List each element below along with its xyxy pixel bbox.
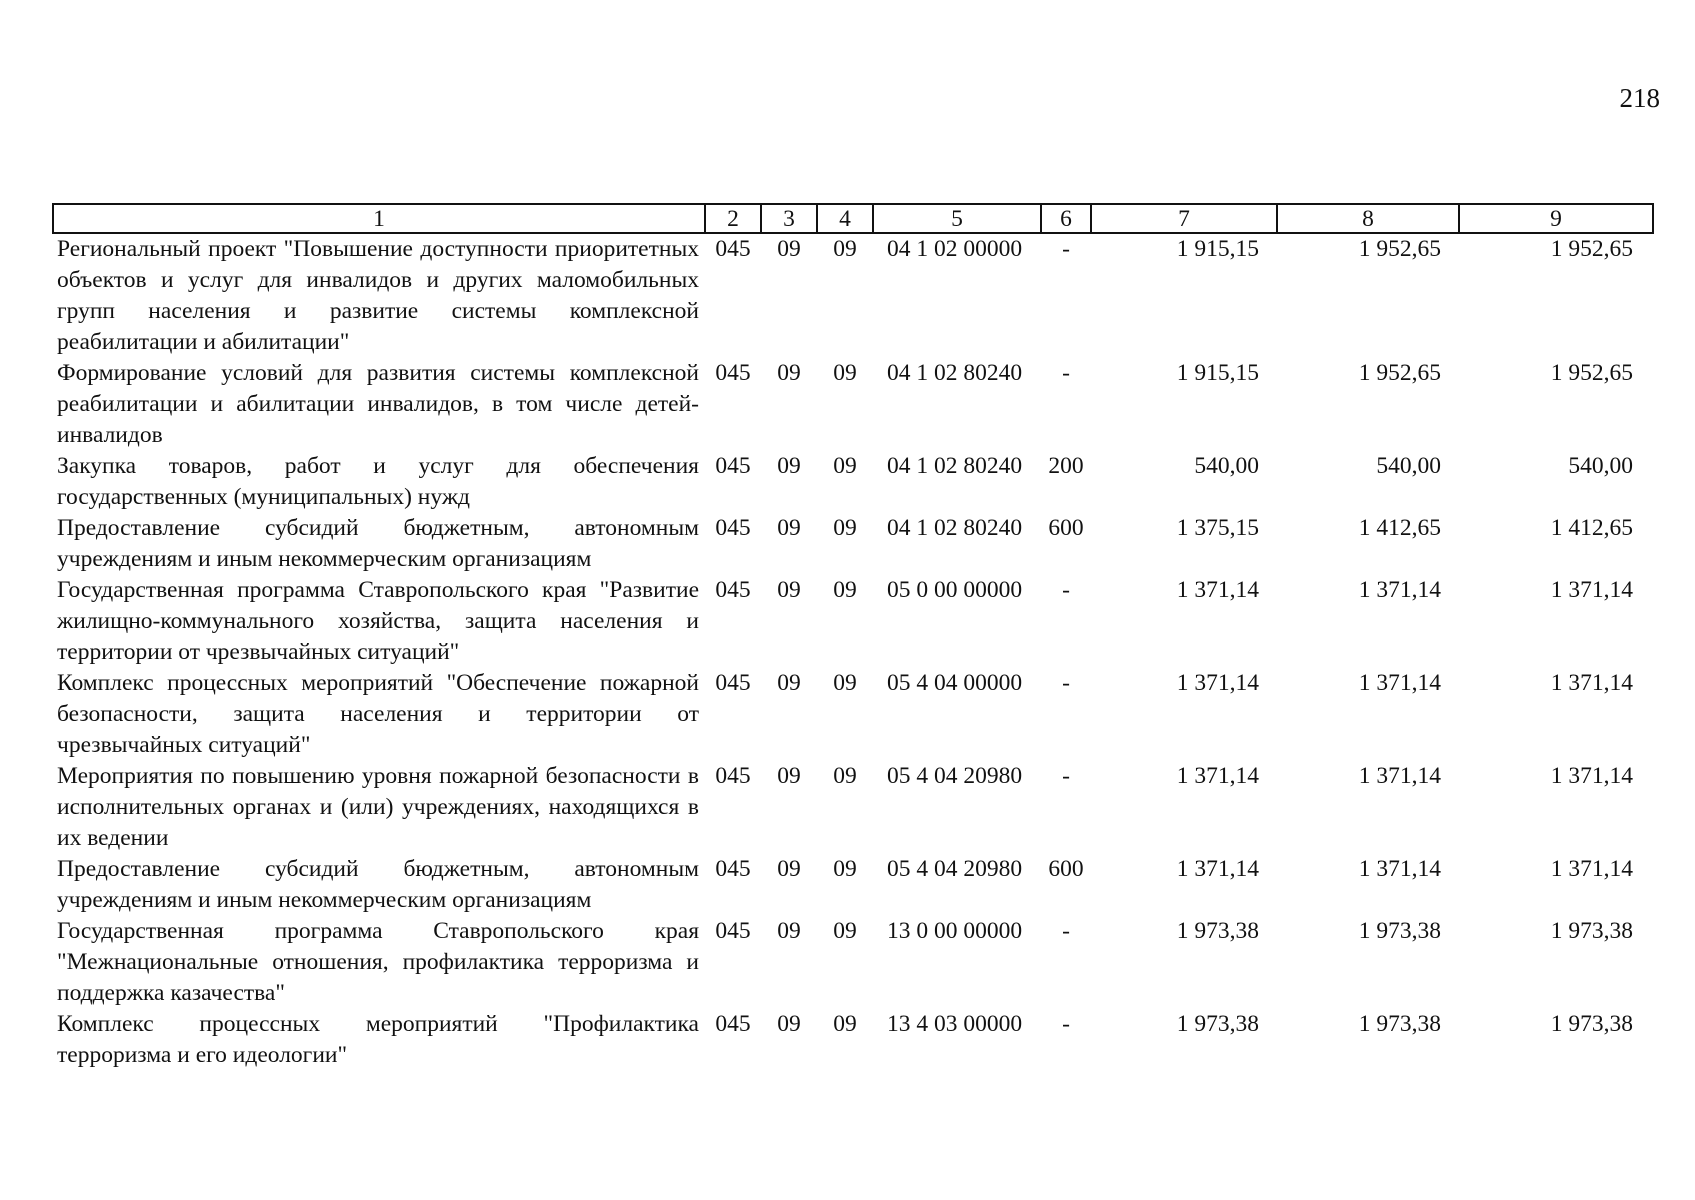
row-name: Комплекс процессных мероприятий "Обеспечение пожарной безопасности, защита населения и территории от чрезвычайных ситуаций" (57, 670, 699, 758)
table-row (53, 513, 1653, 575)
row-csr: 04 1 02 80240 (887, 360, 1023, 386)
row-gr: 045 (715, 856, 751, 882)
row-sum-1: 1 375,15 (1176, 515, 1259, 541)
row-sum-2: 1 973,38 (1358, 1011, 1441, 1037)
row-name: Предоставление субсидий бюджетным, автономным учреждениям и иным некоммерческим организациям (57, 515, 699, 572)
row-sum-2: 540,00 (1376, 453, 1441, 479)
header-col-3: 3 (761, 204, 817, 233)
table-row (53, 451, 1653, 513)
row-rz: 09 (777, 515, 801, 541)
header-col-6: 6 (1041, 204, 1091, 233)
row-sum-2: 1 412,65 (1358, 515, 1441, 541)
row-pr: 09 (833, 360, 857, 386)
page-number: 218 (1619, 83, 1660, 113)
row-pr: 09 (833, 763, 857, 789)
row-sum-3: 1 371,14 (1550, 670, 1633, 696)
row-sum-2: 1 371,14 (1358, 577, 1441, 603)
table-row (53, 854, 1653, 916)
row-sum-1: 1 371,14 (1176, 670, 1259, 696)
header-col-4: 4 (817, 204, 873, 233)
header-col-5: 5 (873, 204, 1041, 233)
row-pr: 09 (833, 577, 857, 603)
row-name: Комплекс процессных мероприятий "Профилактика терроризма и его идеологии" (57, 1011, 699, 1068)
row-sum-3: 1 952,65 (1550, 360, 1633, 386)
row-name: Государственная программа Ставропольского края "Развитие жилищно-коммунального хозяйства, защита населения и территории от чрезвычайных ситуаций" (57, 577, 699, 665)
row-sum-2: 1 371,14 (1358, 856, 1441, 882)
row-pr: 09 (833, 1011, 857, 1037)
header-col-8: 8 (1277, 204, 1459, 233)
row-gr: 045 (715, 763, 751, 789)
row-sum-1: 1 371,14 (1176, 856, 1259, 882)
row-rz: 09 (777, 577, 801, 603)
row-csr: 05 4 04 20980 (887, 856, 1023, 882)
row-sum-2: 1 371,14 (1358, 763, 1441, 789)
header-col-7: 7 (1091, 204, 1277, 233)
row-name: Региональный проект "Повышение доступности приоритетных объектов и услуг для инвалидов и других маломобильных групп населения и развитие системы комплексной реабилитации и абилитации" (57, 236, 699, 355)
row-gr: 045 (715, 670, 751, 696)
row-vr: - (1062, 1011, 1070, 1037)
row-name: Формирование условий для развития системы комплексной реабилитации и абилитации инвалидов, в том числе детей-инвалидов (57, 360, 699, 448)
row-sum-3: 1 371,14 (1550, 763, 1633, 789)
header-col-2: 2 (705, 204, 761, 233)
table-row (53, 233, 1653, 358)
row-pr: 09 (833, 670, 857, 696)
row-pr: 09 (833, 453, 857, 479)
row-sum-3: 1 973,38 (1550, 918, 1633, 944)
table-row (53, 575, 1653, 668)
table-row (53, 358, 1653, 451)
row-rz: 09 (777, 763, 801, 789)
row-gr: 045 (715, 453, 751, 479)
row-rz: 09 (777, 236, 801, 262)
row-vr: - (1062, 236, 1070, 262)
row-name: Закупка товаров, работ и услуг для обеспечения государственных (муниципальных) нужд (57, 453, 699, 510)
row-sum-2: 1 952,65 (1358, 360, 1441, 386)
row-sum-1: 1 915,15 (1176, 360, 1259, 386)
row-rz: 09 (777, 856, 801, 882)
row-sum-3: 1 973,38 (1550, 1011, 1633, 1037)
row-rz: 09 (777, 1011, 801, 1037)
row-vr: - (1062, 360, 1070, 386)
table-row (53, 761, 1653, 854)
header-col-9: 9 (1459, 204, 1653, 233)
table-body (53, 233, 1653, 1071)
row-vr: - (1062, 670, 1070, 696)
row-csr: 05 4 04 00000 (887, 670, 1023, 696)
header-row (53, 204, 1653, 233)
row-name: Мероприятия по повышению уровня пожарной безопасности в исполнительных органах и (или) учреждениях, находящихся в их ведении (57, 763, 699, 851)
row-pr: 09 (833, 856, 857, 882)
row-pr: 09 (833, 236, 857, 262)
row-sum-3: 1 371,14 (1550, 856, 1633, 882)
table-row (53, 668, 1653, 761)
row-sum-3: 1 952,65 (1550, 236, 1633, 262)
row-sum-3: 540,00 (1568, 453, 1633, 479)
row-sum-1: 1 371,14 (1176, 577, 1259, 603)
table-header (53, 204, 1653, 233)
row-gr: 045 (715, 1011, 751, 1037)
budget-table (52, 203, 1654, 1071)
row-gr: 045 (715, 236, 751, 262)
row-csr: 04 1 02 00000 (887, 236, 1023, 262)
row-vr: 600 (1048, 856, 1084, 882)
row-sum-1: 1 371,14 (1176, 763, 1259, 789)
row-sum-1: 1 915,15 (1176, 236, 1259, 262)
row-name: Государственная программа Ставропольского края "Межнациональные отношения, профилактика терроризма и поддержка казачества" (57, 918, 699, 1006)
table-row (53, 916, 1653, 1009)
row-sum-2: 1 973,38 (1358, 918, 1441, 944)
row-vr: 600 (1048, 515, 1084, 541)
row-csr: 13 4 03 00000 (887, 1011, 1023, 1037)
row-csr: 05 4 04 20980 (887, 763, 1023, 789)
row-vr: - (1062, 763, 1070, 789)
row-csr: 13 0 00 00000 (887, 918, 1023, 944)
row-sum-3: 1 371,14 (1550, 577, 1633, 603)
row-vr: 200 (1048, 453, 1084, 479)
row-rz: 09 (777, 453, 801, 479)
row-gr: 045 (715, 360, 751, 386)
row-sum-2: 1 952,65 (1358, 236, 1441, 262)
row-sum-1: 1 973,38 (1176, 918, 1259, 944)
row-sum-1: 1 973,38 (1176, 1011, 1259, 1037)
row-rz: 09 (777, 918, 801, 944)
header-col-1: 1 (53, 204, 705, 233)
row-sum-1: 540,00 (1194, 453, 1259, 479)
row-sum-2: 1 371,14 (1358, 670, 1441, 696)
row-csr: 04 1 02 80240 (887, 515, 1023, 541)
row-gr: 045 (715, 918, 751, 944)
row-csr: 04 1 02 80240 (887, 453, 1023, 479)
row-rz: 09 (777, 360, 801, 386)
row-vr: - (1062, 577, 1070, 603)
row-pr: 09 (833, 918, 857, 944)
row-csr: 05 0 00 00000 (887, 577, 1023, 603)
row-rz: 09 (777, 670, 801, 696)
table-row (53, 1009, 1653, 1071)
row-name: Предоставление субсидий бюджетным, автономным учреждениям и иным некоммерческим организациям (57, 856, 699, 913)
row-pr: 09 (833, 515, 857, 541)
row-gr: 045 (715, 577, 751, 603)
row-vr: - (1062, 918, 1070, 944)
row-sum-3: 1 412,65 (1550, 515, 1633, 541)
row-gr: 045 (715, 515, 751, 541)
